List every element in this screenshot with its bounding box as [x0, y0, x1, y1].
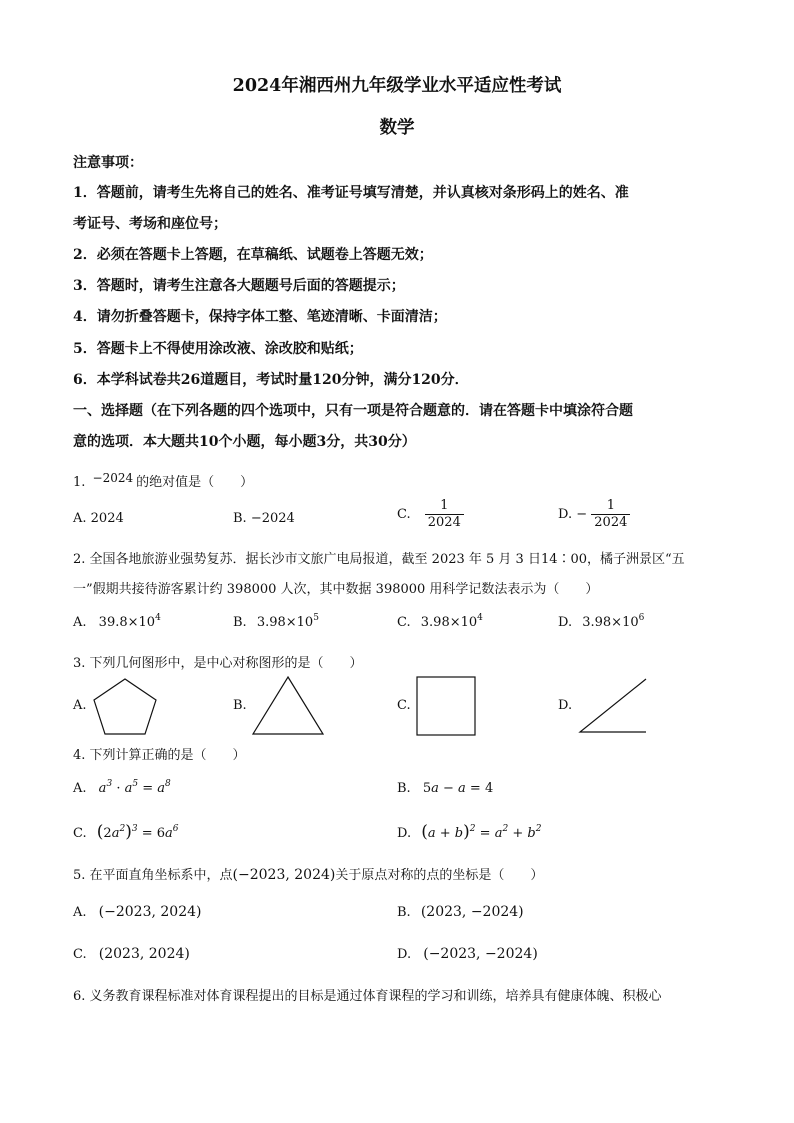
- question-1: [73, 471, 253, 490]
- q2-option-d: D. $3.98\times 10^6$: [558, 613, 645, 630]
- q3-option-b-label: B.: [233, 698, 247, 713]
- q4-option-b: B. 5a − a = 4: [397, 781, 494, 796]
- subject-title: 数学: [379, 118, 415, 138]
- section-heading: 一、选择题（在下列各题的四个选项中，只有一项是符合题意的．请在答题卡中填涂符合题: [73, 403, 633, 419]
- notes-heading: 注意事项：: [73, 155, 143, 171]
- q5-option-d: D. (−2023, −2024): [397, 946, 538, 962]
- q5-option-c: C. (2023, 2024): [73, 946, 190, 962]
- note-item: 4．请勿折叠答题卡，保持字体工整、笔迹清晰、卡面清洁；: [73, 309, 447, 325]
- q2-option-c: C. $3.98\times 10^4$: [397, 613, 483, 630]
- note-item: 1．答题前，请考生先将自己的姓名、准考证号填写清楚，并认真核对条形码上的姓名、准: [73, 185, 629, 201]
- question-3: 3. 下列几何图形中，是中心对称图形的是（ ）: [73, 656, 363, 671]
- q3-option-d-label: D.: [558, 698, 573, 713]
- question-2-line1: 2. 全国各地旅游业强势复苏．据长沙市文旅广电局报道，截至 2023 年 5 月 3 日14∶00，橘子洲景区“五: [73, 552, 685, 567]
- q5-option-a: A. (−2023, 2024): [73, 904, 202, 920]
- question-5: 5. 在平面直角坐标系中，点(−2023, 2024)关于原点对称的点的坐标是（ ）: [73, 867, 544, 883]
- fraction: $\frac{1}{2024}$: [425, 498, 464, 531]
- fraction: $\frac{1}{2024}$: [591, 498, 630, 531]
- section-heading: 意的选项．本大题共10个小题，每小题3分，共30分）: [73, 434, 416, 450]
- q1-option-c: C. $\frac{1}{2024}$: [397, 498, 464, 531]
- note-item: 考证号、考场和座位号；: [73, 216, 227, 232]
- exam-title: 2024年湘西州九年级学业水平适应性考试: [232, 76, 562, 96]
- q2-option-a: A. $39.8\times 10^4$: [73, 613, 161, 630]
- question-6: 6. 义务教育课程标准对体育课程提出的目标是通过体育课程的学习和训练，培养具有健康体魄、积极心: [73, 989, 662, 1004]
- q1-expression: −2024: [92, 471, 134, 485]
- q4-option-a: A. $a^3 \cdot a^5 = a^8$: [73, 779, 171, 796]
- pentagon-shape: [90, 676, 160, 738]
- triangle-shape: [250, 674, 326, 738]
- q1-option-a: A. 2024: [73, 511, 124, 526]
- note-item: 6．本学科试卷共26道题目，考试时量120分钟，满分120分．: [73, 372, 469, 388]
- q4-option-d: D. $(a + b)^2 = a^2 + b^2$: [397, 822, 542, 842]
- note-item: 3．答题时，请考生注意各大题题号后面的答题提示；: [73, 278, 405, 294]
- note-item: 5．答题卡上不得使用涂改液、涂改胶和贴纸；: [73, 341, 363, 357]
- note-item: 2．必须在答题卡上答题，在草稿纸、试题卷上答题无效；: [73, 247, 433, 263]
- q4-option-c: C. $(2a^2)^3 = 6a^6$: [73, 822, 179, 842]
- q2-option-b: B. $3.98\times 10^5$: [233, 613, 319, 630]
- square-shape: [416, 676, 478, 738]
- question-number: 1.: [73, 475, 86, 490]
- q1-option-d: D. − $\frac{1}{2024}$: [558, 498, 630, 531]
- q3-option-a-label: A.: [73, 698, 87, 713]
- angle-shape: [576, 677, 648, 735]
- q3-option-c-label: C.: [397, 698, 411, 713]
- question-4: 4. 下列计算正确的是（ ）: [73, 748, 246, 763]
- q5-option-b: B. (2023, −2024): [397, 904, 524, 920]
- q1-text: 的绝对值是（ ）: [136, 475, 254, 490]
- q1-option-b: B. −2024: [233, 511, 295, 526]
- question-2-line2: 一”假期共接待游客累计约 398000 人次，其中数据 398000 用科学记数法表示为（ ）: [73, 582, 599, 597]
